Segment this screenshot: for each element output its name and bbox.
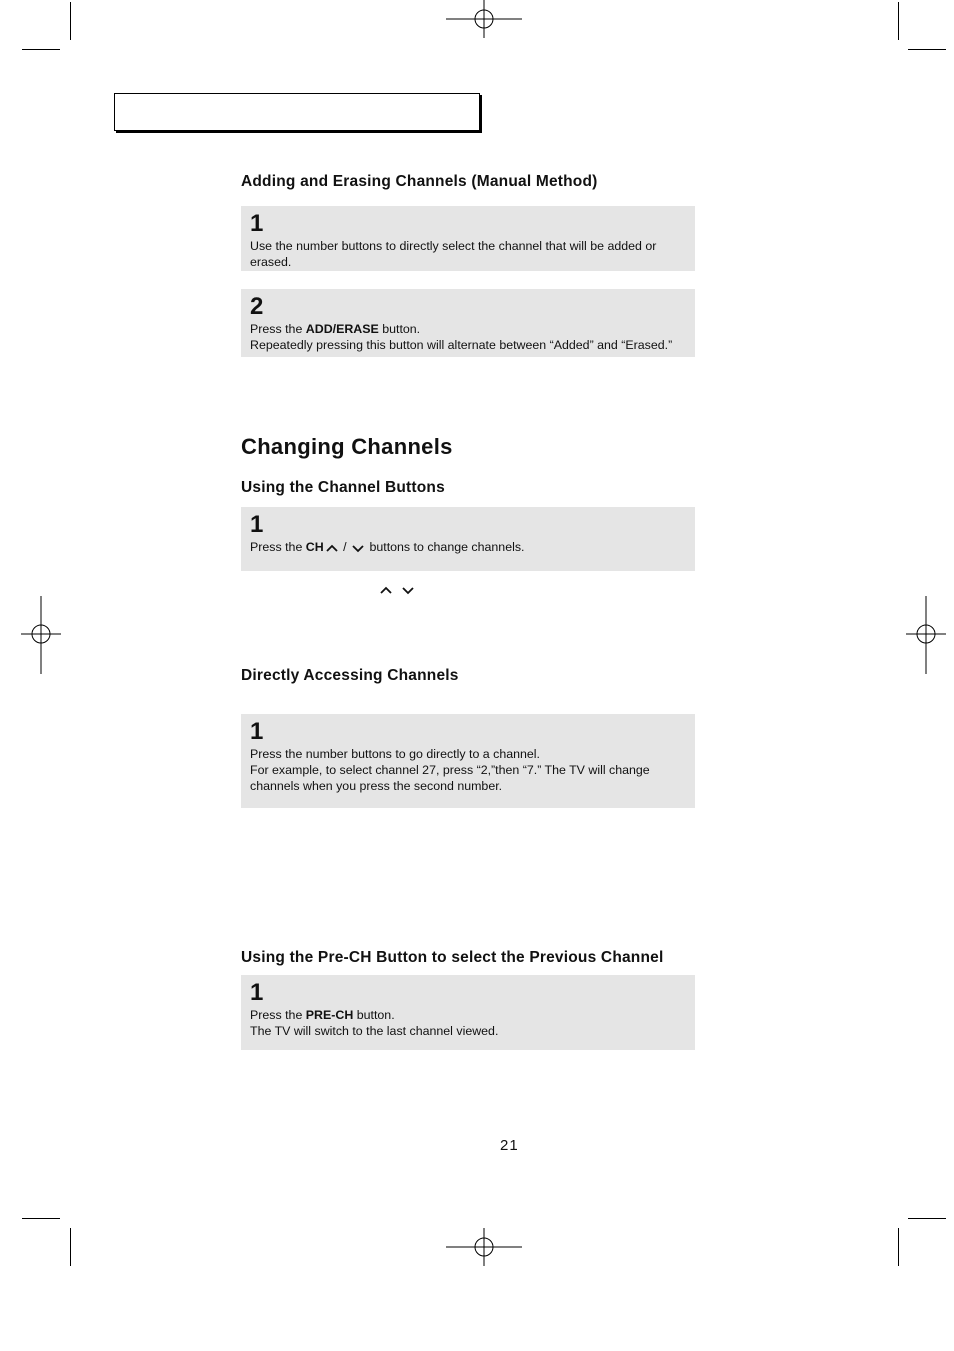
step-box <box>241 289 695 357</box>
step-text: The TV will switch to the last channel viewed. <box>250 1024 499 1038</box>
step-text: channels when you press the second number. <box>250 779 503 793</box>
step-box <box>241 206 695 271</box>
step-text <box>250 321 686 337</box>
step-text: erased. <box>250 255 292 269</box>
step-number: 1 <box>250 511 264 538</box>
step-number: 1 <box>250 718 264 745</box>
chevron-down-icon <box>350 542 366 554</box>
chevron-down-icon <box>400 584 416 596</box>
section-heading-direct: Directly Accessing Channels <box>241 667 459 684</box>
crop-mark <box>70 1228 71 1266</box>
step-text: Use the number buttons to directly select the channel that will be added or <box>250 239 657 253</box>
page-title: Changing Channels <box>241 434 453 459</box>
step-number: 2 <box>250 293 264 320</box>
crop-mark <box>908 49 946 50</box>
registration-mark-icon <box>444 1228 524 1268</box>
text-fragment: button. <box>378 322 421 336</box>
text-fragment: buttons to change channels. <box>366 540 525 554</box>
text-fragment: Press the <box>250 322 306 336</box>
registration-mark-icon <box>21 596 61 674</box>
step-number: 1 <box>250 979 264 1006</box>
step-text: Repeatedly pressing this button will alternate between “Added” and “Erased.” <box>250 338 673 352</box>
chevron-up-icon <box>324 542 340 554</box>
step-box <box>241 507 695 571</box>
registration-mark-icon <box>906 596 946 674</box>
button-name: CH <box>305 540 324 554</box>
crop-mark <box>22 49 60 50</box>
text-fragment: Press the <box>250 540 306 554</box>
button-name: PRE-CH <box>305 1008 354 1022</box>
step-text <box>250 539 686 555</box>
section-heading-prech: Using the Pre-CH Button to select the Previous Channel <box>241 949 664 966</box>
text-fragment: button. <box>353 1008 395 1022</box>
registration-mark-icon <box>444 0 524 40</box>
step-box <box>241 975 695 1050</box>
crop-mark <box>70 2 71 40</box>
crop-mark <box>908 1218 946 1219</box>
crop-mark <box>898 1228 899 1266</box>
button-name: ADD/ERASE <box>305 322 379 336</box>
step-box <box>241 714 695 808</box>
step-number: 1 <box>250 210 264 237</box>
section-heading-channel-buttons: Using the Channel Buttons <box>241 479 445 496</box>
chevron-up-icon <box>378 584 394 596</box>
step-text: Press the number buttons to go directly to a channel. <box>250 747 540 761</box>
section-heading-adding-erasing: Adding and Erasing Channels (Manual Method) <box>241 173 598 190</box>
text-fragment: / <box>339 540 351 554</box>
text-fragment: Press the <box>250 1008 306 1022</box>
chapter-header-box <box>114 93 480 131</box>
crop-mark <box>22 1218 60 1219</box>
crop-mark <box>898 2 899 40</box>
page-number: 21 <box>500 1137 519 1154</box>
step-text <box>250 1007 686 1023</box>
step-text: For example, to select channel 27, press “2,”then “7.” The TV will change <box>250 763 650 777</box>
